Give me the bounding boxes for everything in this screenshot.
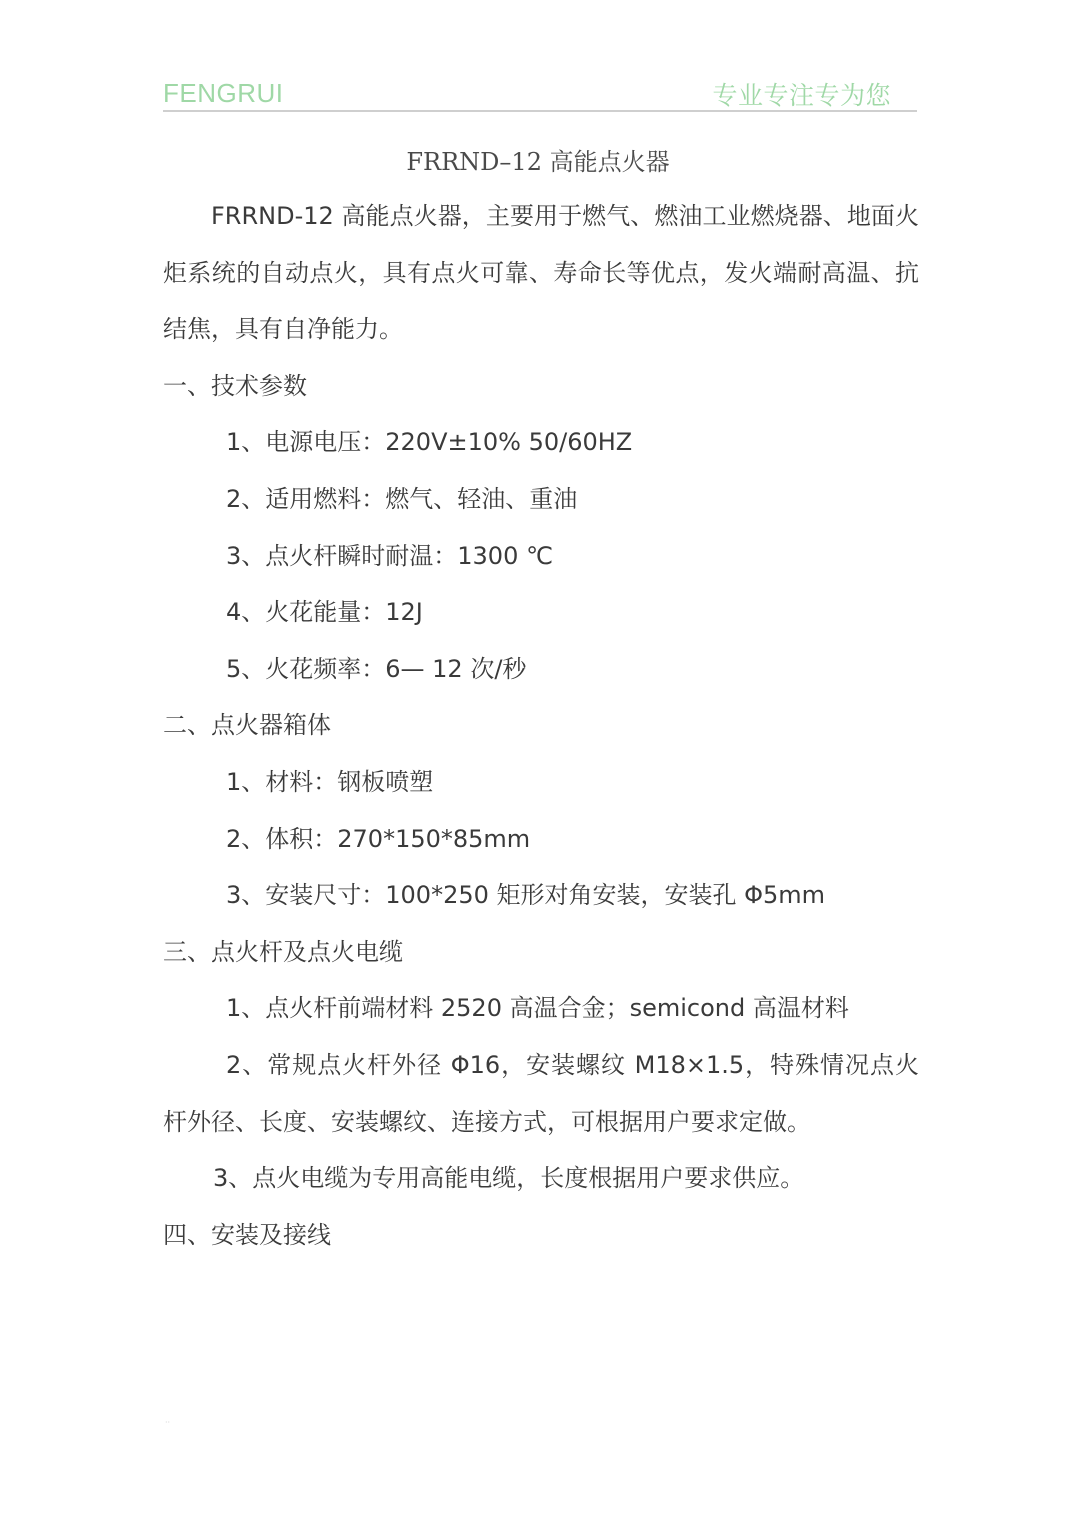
header-slogan: 专业专注专为您 [712, 81, 891, 110]
box-item-mounting-size: 3、安装尺寸：100*250 矩形对角安装，安装孔 Φ5mm [226, 881, 826, 910]
scan-speck: ·· [165, 1418, 171, 1427]
document-title: FRRND–12 高能点火器 [406, 148, 670, 176]
box-item-volume: 2、体积：270*150*85mm [226, 824, 531, 853]
spec-item-power-voltage: 1、电源电压：220V±10% 50/60HZ [226, 428, 633, 457]
spec-item-fuel: 2、适用燃料：燃气、轻油、重油 [226, 484, 578, 513]
intro-paragraph: FRRND-12 高能点火器，主要用于燃气、燃油工业燃烧器、地面火炬系统的自动点火，具有点火可靠、寿命长等优点，发火端耐高温、抗结焦，具有自净能力。 [163, 202, 919, 344]
section-heading-rod-and-cable: 三、点火杆及点火电缆 [163, 937, 403, 966]
brand-name: FENGRUI [163, 78, 284, 108]
section-heading-installation-wiring: 四、安装及接线 [163, 1220, 331, 1249]
document-body [163, 188, 919, 1263]
cable-item: 3、点火电缆为专用高能电缆，长度根据用户要求供应。 [213, 1164, 805, 1193]
section-heading-technical-parameters: 一、技术参数 [163, 371, 307, 400]
box-item-material: 1、材料：钢板喷塑 [226, 767, 434, 796]
rod-item-diameter: 2、常规点火杆外径 Φ16，安装螺纹 M18×1.5，特殊情况点火杆外径、长度、安装螺纹、连接方式，可根据用户要求定做。 [163, 1050, 919, 1136]
rod-item-front-material: 1、点火杆前端材料 2520 高温合金；semicond 高温材料 [226, 994, 849, 1023]
spec-item-spark-energy: 4、火花能量：12J [226, 598, 423, 627]
spec-item-temperature: 3、点火杆瞬时耐温：1300 ℃ [226, 541, 553, 570]
page-header [163, 76, 917, 112]
section-heading-igniter-box: 二、点火器箱体 [163, 711, 331, 740]
spec-item-spark-frequency: 5、火花频率：6— 12 次/秒 [226, 654, 527, 683]
